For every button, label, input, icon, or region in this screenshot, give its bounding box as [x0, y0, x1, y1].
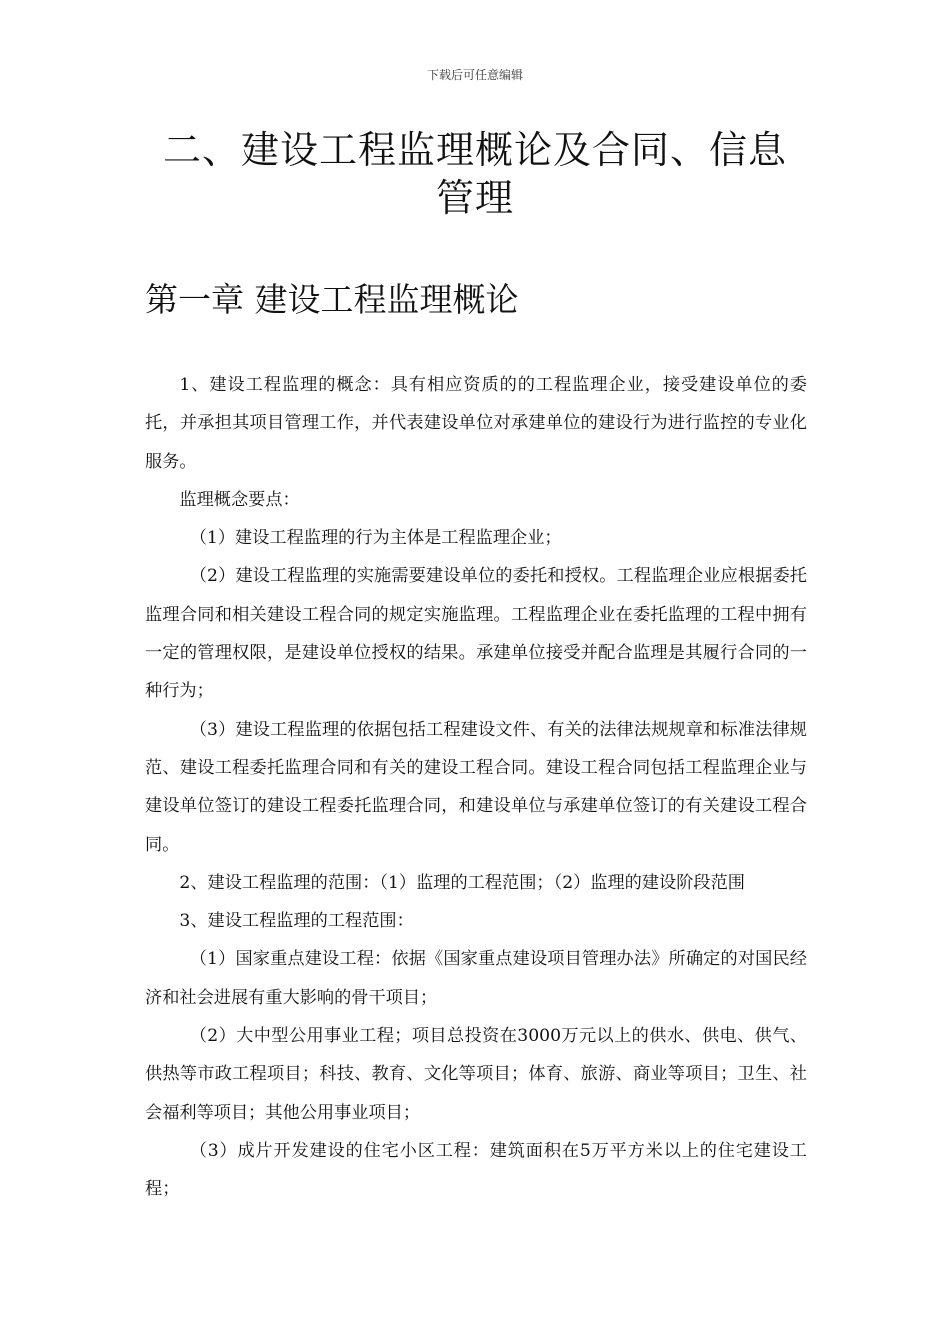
- paragraph-point-2: （2）建设工程监理的实施需要建设单位的委托和授权。工程监理企业应根据委托监理合同和相关建设工程合同的规定实施监理。工程监理企业在委托监理的工程中拥有一定的管理权限，是建设单位授权的结果。承建单位接受并配合监理是其履行合同的一种行为；: [145, 566, 807, 702]
- document-body: [145, 366, 807, 1209]
- chapter-title: 第一章 建设工程监理概论: [145, 280, 519, 319]
- paragraph-point-3: （3）建设工程监理的依据包括工程建设文件、有关的法律法规规章和标准法律规范、建设工程委托监理合同和有关的建设工程合同。建设工程合同包括工程监理企业与建设单位签订的建设工程委托监理合同，和建设单位与承建单位签订的有关建设工程合同。: [145, 719, 807, 855]
- paragraph-scope-item-2: （2）大中型公用事业工程；项目总投资在3000万元以上的供水、供电、供气、供热等市政工程项目；科技、教育、文化等项目；体育、旅游、商业等项目；卫生、社会福利等项目；其他公用事业项目；: [145, 1026, 807, 1123]
- paragraph-key-points-heading: 监理概念要点：: [179, 489, 300, 510]
- header-note: 下载后可任意编辑: [426, 68, 523, 82]
- paragraph-scope-item-3: （3）成片开发建设的住宅小区工程：建筑面积在5万平方米以上的住宅建设工程；: [145, 1140, 807, 1200]
- paragraph-point-1: （1）建设工程监理的行为主体是工程监理企业；: [189, 528, 562, 549]
- paragraph-scope: 2、建设工程监理的范围：（1）监理的工程范围；（2）监理的建设阶段范围: [179, 872, 745, 893]
- paragraph-definition: 1、建设工程监理的概念：具有相应资质的的工程监理企业，接受建设单位的委托，并承担其项目管理工作，并代表建设单位对承建单位的建设行为进行监控的专业化服务。: [145, 375, 807, 472]
- paragraph-scope-item-1: （1）国家重点建设工程：依据《国家重点建设项目管理办法》所确定的对国民经济和社会进展有重大影响的骨干项目；: [145, 949, 807, 1008]
- paragraph-engineering-scope: 3、建设工程监理的工程范围：: [179, 911, 414, 932]
- document-title: 二、建设工程监理概论及合同、信息管理: [162, 128, 787, 220]
